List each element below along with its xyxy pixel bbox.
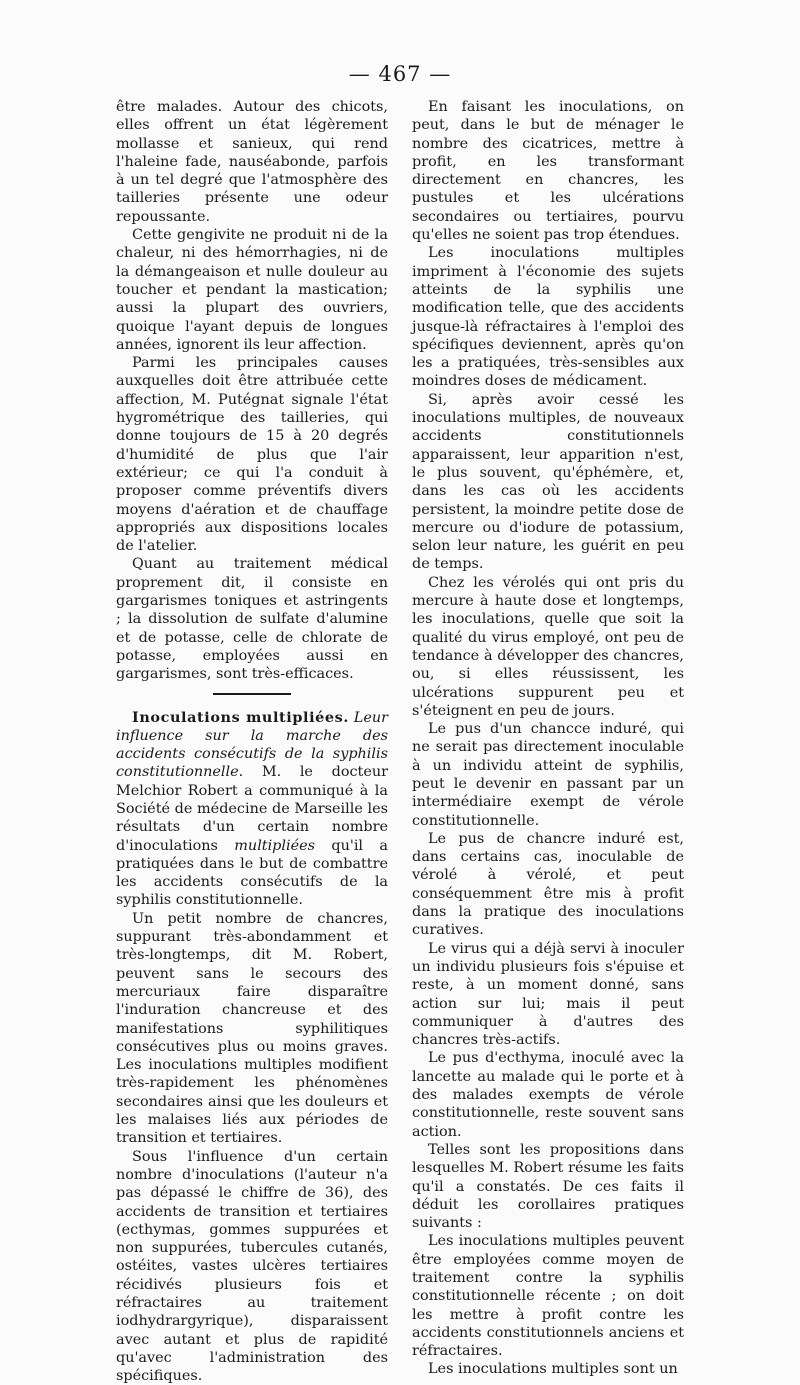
paragraph: Les inoculations multiples impriment à l'économie des sujets atteints de la syphilis une modification telle, que des accidents jusque-là réfractaires à l'emploi des spécifiques deviennent, après qu'on les a pratiquées, très-sensibles aux moindres doses de médicament. [412,245,684,390]
section-heading-paragraph [116,709,388,910]
paragraph: Telles sont les propositions dans lesquelles M. Robert résume les faits qu'il a constatés. De ces faits il déduit les corollaires pratiques suivants : [412,1141,684,1232]
paragraph: Parmi les principales causes auxquelles doit être attribuée cette affection, M. Putégnat signale l'état hygrométrique des tailleries, qui donne toujours de 15 à 20 degrés d'humidité de plus que l'air extérieur; ce qui l'a conduit à proposer comme préventifs divers moyens d'aération et de chauffage appropriés aux dispositions locales de l'atelier. [116,355,388,555]
paragraph: Le pus de chancre induré est, dans certains cas, inoculable de vérolé à vérolé, et peut conséquemment être mis à profit dans la pratique des inoculations curatives. [412,830,684,939]
paragraph: Les inoculations multiples sont un [428,1361,678,1378]
paragraph: Quant au traitement médical proprement dit, il consiste en gargarismes toniques et astringents ; la dissolution de sulfate d'alumine et de potasse, celle de chlorate de potasse, employées aussi en gargarismes, sont très-efficaces. [116,556,388,683]
paragraph: Si, après avoir cessé les inoculations multiples, de nouveaux accidents constitutionnels apparaissent, leur apparition n'est, le plus souvent, qu'éphémère, et, dans les cas où les accidents persistent, la moindre petite dose de mercure ou d'iodure de potassium, selon leur nature, les guérit en peu de temps. [412,391,684,573]
section-separator [213,693,291,695]
paragraph: Les inoculations multiples peuvent être employées comme moyen de traitement contre la syphilis constitutionnelle récente ; on doit les mettre à profit contre les accidents constitutionnels anciens et réfractaires. [412,1233,684,1360]
emphasis-text: multipliées [234,837,316,854]
paragraph-text: M. le docteur Melchior Robert a communiqué à la Société de médecine de Marseille les résultats d'un certain nombre d'inoculations [116,764,388,854]
paragraph: Sous l'influence d'un certain nombre d'inoculations (l'auteur n'a pas dépassé le chiffre de 36), des accidents de transition et tertiaires (ecthymas, gommes suppurées et non suppurées, tubercules cutanés, ostéites, vastes ulcères tertiaires récidivés plusieurs fois et réfractaires au traitement iodhydrargyrique), disparaissent avec autant et plus de rapidité qu'avec l'administration des spécifiques. [116,1148,388,1385]
paragraph: Cette gengivite ne produit ni de la chaleur, ni des hémorrhagies, ni de la démangeaison et nulle douleur au toucher et pendant la mastication; aussi la plupart des ouvriers, quoique l'ayant depuis de longues années, ignorent ils leur affection. [116,227,388,353]
paragraph: Chez les vérolés qui ont pris du mercure à haute dose et longtemps, les inoculations, quelle que soit la qualité du virus employé, ont peu de tendance à développer des chancres, ou, si elles réussissent, les ulcérations suppurent peu et s'éteignent en peu de jours. [412,574,684,719]
page-number: — 467 — [348,62,452,86]
paragraph: Le virus qui a déjà servi à inoculer un individu plusieurs fois s'épuise et reste, à un moment donné, sans action sur lui; mais il peut communiquer à d'autres des chancres très-actifs. [412,940,684,1049]
paragraph: Le pus d'ecthyma, inoculé avec la lancette au malade qui le porte et à des malades exempts de vérole constitutionnelle, reste souvent sans action. [412,1050,684,1140]
paragraph: Un petit nombre de chancres, suppurant très-abondamment et très-longtemps, dit M. Robert, peuvent sans le secours des mercuriaux faire disparaître l'induration chancreuse et des manifestations syphilitiques consécutives plus ou moins graves. Les inoculations multiples modifient très-rapidement les phénomènes secondaires ainsi que les douleurs et les malaises liés aux périodes de transition et tertiaires. [116,910,388,1147]
left-column [116,98,388,1385]
paragraph: être malades. Autour des chicots, elles offrent un état légèrement mollasse et sanieux, qui rend l'haleine fade, nauséabonde, parfois à un tel degré que l'atmosphère des tailleries présente une odeur repoussante. [116,99,388,225]
paragraph-text: qu'il a pratiquées dans le but de combattre les accidents consécutifs de la syphilis constitutionnelle. [116,837,388,909]
section-title: Inoculations multipliées. [132,708,349,726]
section-subtitle: Leur influence sur la marche des accidents consécutifs de la syphilis constitutionnelle. [116,709,388,781]
paragraph: Le pus d'un chancce induré, qui ne serait pas directement inoculable à un individu atteint de syphilis, peut le devenir en passant par un intermédiaire exempt de vérole constitutionnelle. [412,721,684,829]
paragraph: En faisant les inoculations, on peut, dans le but de ménager le nombre des cicatrices, mettre à profit, en les transformant directement en chancres, les pustules et les ulcérations secondaires ou tertiaires, pourvu qu'elles ne soient pas trop étendues. [412,99,684,244]
right-column [412,98,684,1379]
